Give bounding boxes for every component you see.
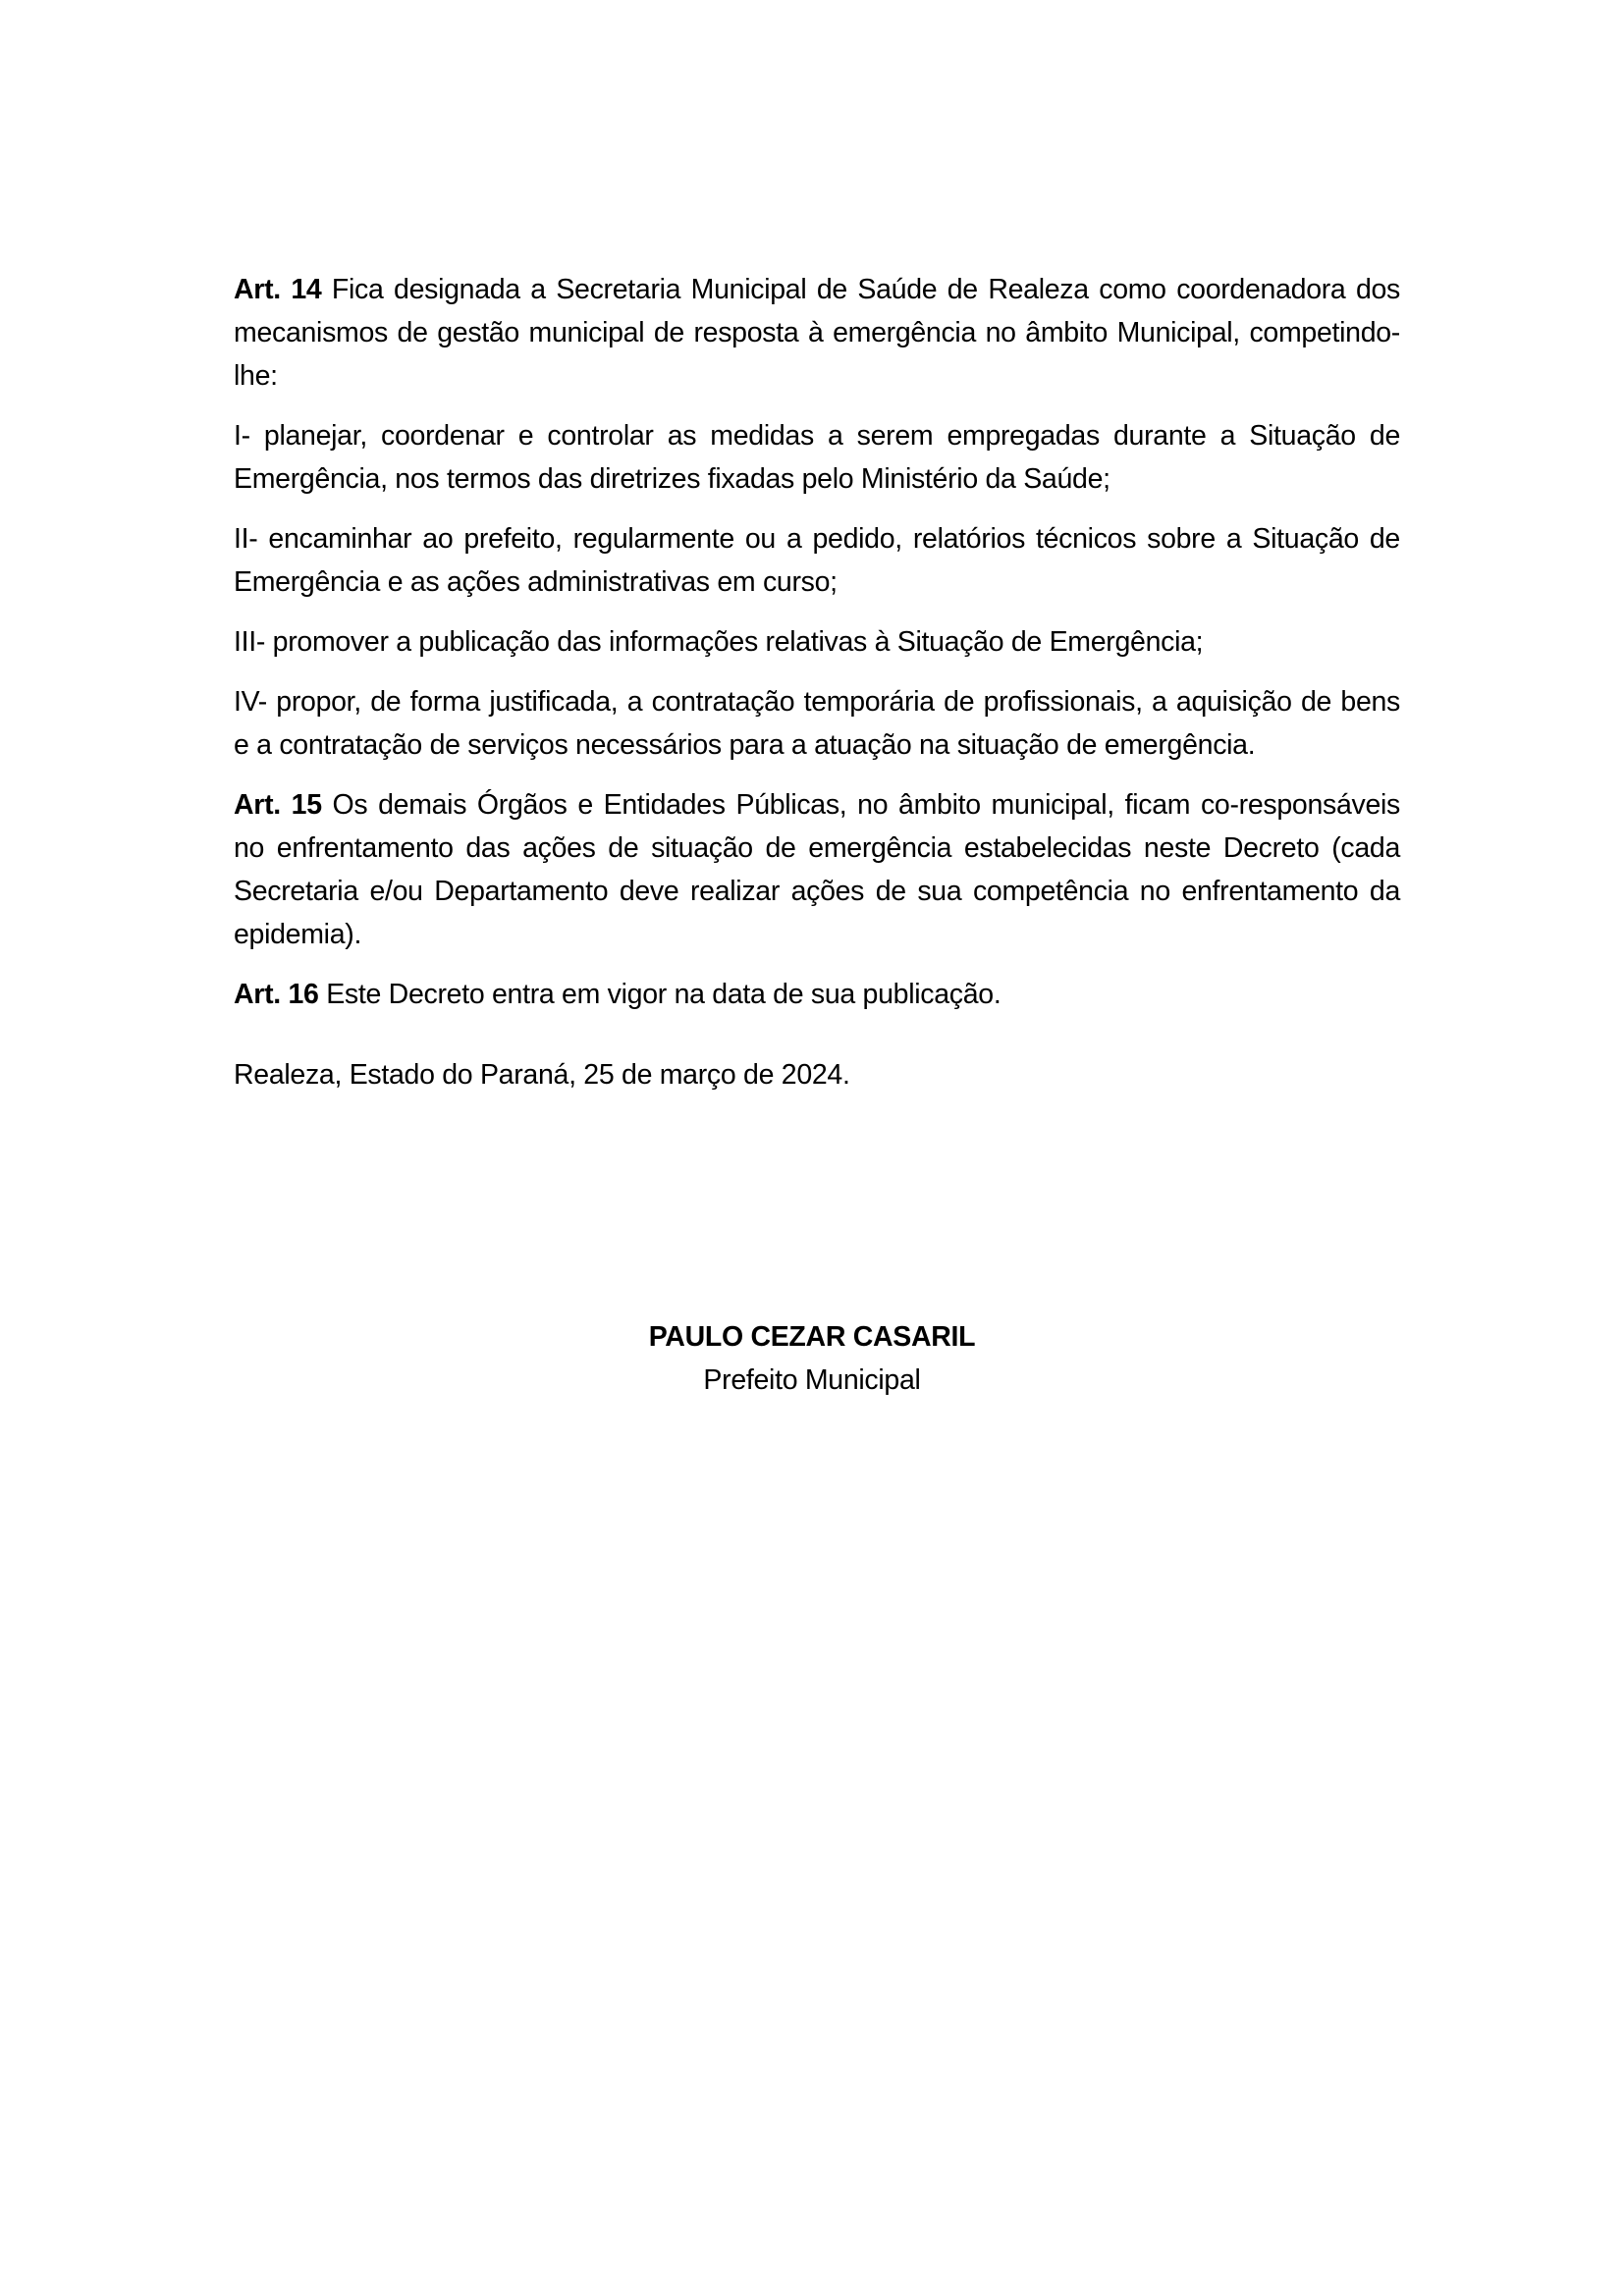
article-14-item-2: II- encaminhar ao prefeito, regularmente ou a pedido, relatórios técnicos sobre a Situação de Emergência e as ações administrativas em curso; [234, 523, 1400, 598]
date-line: Realeza, Estado do Paraná, 25 de março de 2024. [234, 1059, 850, 1091]
signatory-name: PAULO CEZAR CASARIL [648, 1321, 976, 1353]
article-14-item-1: I- planejar, coordenar e controlar as medidas a serem empregadas durante a Situação de Emergência, nos termos das diretrizes fixadas pelo Ministério da Saúde; [234, 420, 1400, 495]
article-15-label: Art. 15 [234, 789, 322, 821]
signatory-role: Prefeito Municipal [703, 1364, 921, 1396]
article-14-label: Art. 14 [234, 274, 322, 305]
article-15-text: Os demais Órgãos e Entidades Públicas, no âmbito municipal, ficam co-responsáveis no enfrentamento das ações de situação de emergência estabelecidas neste Decreto (cada Secretaria e/ou Departamento deve realizar ações de sua competência no enfrentamento da epidemia). [234, 789, 1400, 950]
article-16 [234, 973, 1400, 1016]
article-16-text: Este Decreto entra em vigor na data de sua publicação. [318, 979, 1001, 1010]
article-16-label: Art. 16 [234, 979, 319, 1010]
document-body [234, 268, 1400, 1033]
article-14-text: Fica designada a Secretaria Municipal de Saúde de Realeza como coordenadora dos mecanismos de gestão municipal de resposta à emergência no âmbito Municipal, competindo-lhe: [234, 274, 1400, 392]
signature-block [0, 1315, 1624, 1402]
article-14-item-3: III- promover a publicação das informações relativas à Situação de Emergência; [234, 626, 1204, 658]
article-15 [234, 783, 1400, 956]
article-14-item-4: IV- propor, de forma justificada, a contratação temporária de profissionais, a aquisição de bens e a contratação de serviços necessários para a atuação na situação de emergência. [234, 686, 1400, 761]
article-14 [234, 268, 1400, 398]
